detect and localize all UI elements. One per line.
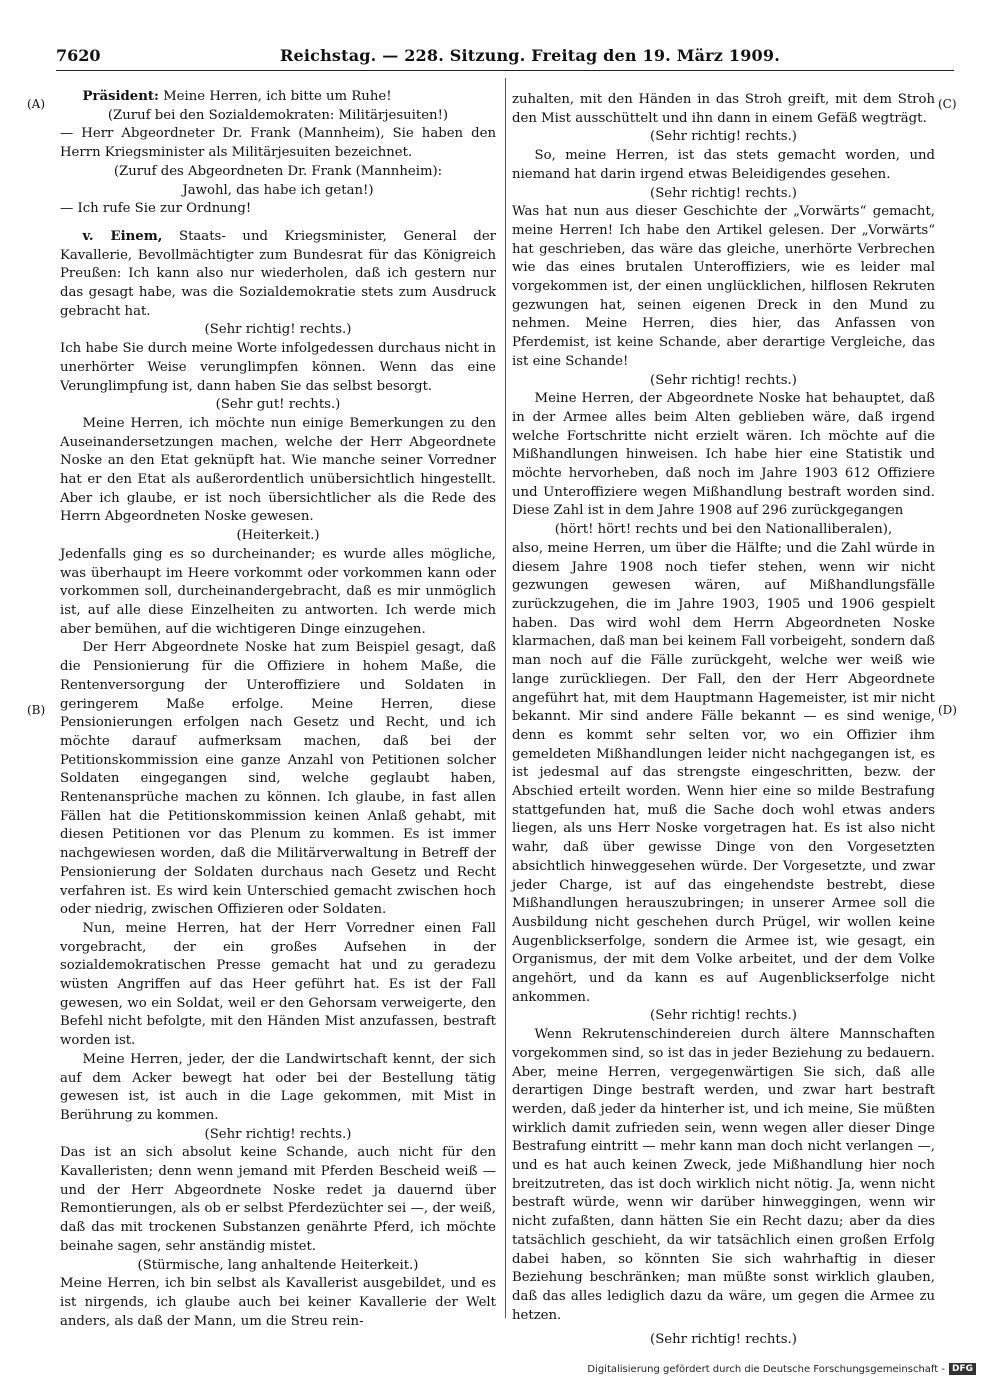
- paragraph: Meine Herren, ich möchte nun einige Bemerkungen zu den Auseinandersetzungen machen, welche der Herr Abgeordnete Noske an den Etat geknüpft hat. Wie manche seiner Vorredner hat er den Etat als außerordentlich unübersichtlich hingestellt. Aber ich glaube, er ist noch übersichtlicher als die Rede des Herrn Abgeordneten Noske gewesen.: [60, 415, 496, 525]
- interjection: (Sehr richtig! rechts.): [204, 322, 352, 338]
- interjection: (Sehr richtig! rechts.): [650, 129, 797, 145]
- digitization-credit: [587, 1363, 976, 1375]
- speech-text: Meine Herren, ich bitte um Ruhe!: [158, 89, 392, 104]
- interjection: (Sehr richtig! rechts.): [204, 1126, 352, 1142]
- interjection: Jawohl, das habe ich getan!): [182, 182, 374, 198]
- running-title: Reichstag. — 228. Sitzung. Freitag den 19. März 1909.: [280, 46, 780, 65]
- paragraph: Der Herr Abgeordnete Noske hat zum Beispiel gesagt, daß die Pensionierung für die Offiziere in hohem Maße, die Rentenversorgung der Unteroffiziere und Soldaten in geringerem Maße erfolge. Meine Herren, diese Pensionierungen erfolgen nach Gesetz und Recht, und ich möchte darauf aufmerksam machen, daß bei der Petitionskommission eine ganze Anzahl von Petitionen solcher Soldaten eingegangen sind, welche geglaubt haben, Rentenansprüche machen zu können. Ich glaube, in fast allen Fällen hat die Petitionskommission keinen Anlaß gehabt, mit diesen Petitionen vor das Plenum zu kommen. Es ist immer nachgewiesen worden, daß die Militärverwaltung in Betreff der Pensionierung der Soldaten durchaus nach Gesetz und Recht verfahren ist. Es wird kein Unterschied gemacht zwischen hoch oder niedrig, zwischen Offizieren oder Soldaten.: [60, 640, 496, 918]
- page-number: 7620: [56, 46, 101, 65]
- margin-mark-b: (B): [27, 703, 46, 717]
- column-divider: [505, 78, 506, 1318]
- header-rule: [56, 70, 954, 71]
- paragraph: Meine Herren, jeder, der die Landwirtschaft kennt, der sich auf dem Acker bewegt hat oder bei der Bestellung tätig gewesen ist, ist auch in die Lage gekommen, mit Mist in Berührung zu kommen.: [60, 1051, 496, 1123]
- speaker-name: Präsident:: [82, 89, 159, 104]
- interjection: (Zuruf des Abgeordneten Dr. Frank (Mannheim):: [113, 163, 443, 179]
- margin-mark-d: (D): [938, 703, 957, 717]
- dfg-logo: DFG: [949, 1363, 976, 1375]
- credit-text: Digitalisierung gefördert durch die Deutsche Forschungsgemeinschaft -: [587, 1364, 945, 1375]
- interjection: (Sehr richtig! rechts.): [650, 372, 797, 388]
- interjection: (Sehr richtig! rechts.): [650, 185, 797, 201]
- paragraph: Ich habe Sie durch meine Worte infolgedessen durchaus nicht in unerhörter Weise verunglimpfen können. Wenn das eine Verunglimpfung ist, dann haben Sie das selbst besorgt.: [60, 341, 496, 394]
- left-column: [60, 88, 496, 1330]
- paragraph: Das ist an sich absolut keine Schande, auch nicht für den Kavalleristen; denn wenn jemand mit Pferden Bescheid weiß — und der Herr Abgeordnete Noske redet ja dauernd über Remontierungen, als ob er selbst Pferdezüchter sei —, der weiß, daß das mit trockenen Substanzen genährte Pferd, ich möchte beinahe sagen, sehr anständig mistet.: [60, 1145, 496, 1254]
- margin-mark-c: (C): [938, 97, 957, 111]
- interjection: (Sehr richtig! rechts.): [650, 1008, 797, 1024]
- paragraph: Meine Herren, ich bin selbst als Kavallerist ausgebildet, und es ist nirgends, ich glaube auch bei keiner Kavallerie der Welt anders, als daß der Mann, um die Streu rein-: [60, 1276, 496, 1329]
- paragraph: — Herr Abgeordneter Dr. Frank (Mannheim), Sie haben den Herrn Kriegsminister als Militärjesuiten bezeichnet.: [60, 126, 496, 161]
- paragraph: [60, 88, 496, 107]
- paragraph: also, meine Herren, um über die Hälfte; und die Zahl würde in diesem Jahre 1908 noch tiefer stehen, wenn wir nicht gezwungen gewesen wären, auf Mißhandlungsfälle zurückzugehen, die im Jahre 1903, 1905 und 1906 gespielt haben. Das wird wohl dem Herrn Abgeordneten Noske klarmachen, daß man bei keinem Fall vorbeigeht, sondern daß man noch auf die Fälle zurückgeht, welche wer weiß wie lange zurückliegen. Der Fall, den der Herr Abgeordnete angeführt hat, mit dem Hauptmann Hagemeister, ist mir nicht bekannt. Mir sind andere Fälle bekannt — es sind wenige, denn es kommt sehr selten vor, wo ein Offizier ihm gemeldeten Mißhandlungen leider nicht nachgegangen ist, es ist jedesmal auf das strengste eingeschritten, bezw. der Abschied erteilt worden. Wenn hier eine so milde Bestrafung stattgefunden hat, muß die Sache doch wohl etwas anders liegen, als uns Herr Noske vorgetragen hat. Es ist also nicht wahr, daß über gewisse Dinge von den Vorgesetzten absichtlich hinweggesehen würde. Der Vorgesetzte, und zwar jeder Charge, ist auf das eingehendste bestrebt, diese Mißhandlungen herauszubringen; in unserer Armee soll die Ausbildung nicht geschehen durch Prügel, wir wollen keine Augenblickserfolge, sondern die Armee ist, wie gesagt, ein Organismus, der mit dem Volke arbeitet, und der dem Volke angehört, und da kann es auf Augenblickserfolge nicht ankommen.: [512, 540, 935, 1005]
- speaker-name: v. Einem,: [82, 228, 163, 244]
- interjection: (Zuruf bei den Sozialdemokraten: Militärjesuiten!): [107, 107, 449, 123]
- paragraph: — Ich rufe Sie zur Ordnung!: [60, 201, 252, 217]
- interjection: (Stürmische, lang anhaltende Heiterkeit.): [137, 1257, 419, 1273]
- page-header: [56, 46, 954, 68]
- speech-text: Staats- und Kriegsminister, General der Kavallerie, Bevollmächtigter zum Bundesrat für das Königreich Preußen: Ich kann also nur wiederholen, daß ich gestern nur das gesagt habe, was die Sozialdemokratie stets zum Ausdruck gebracht hat.: [60, 228, 497, 319]
- interjection: (hört! hört! rechts und bei den Nationalliberalen),: [554, 522, 893, 538]
- interjection: (Sehr gut! rechts.): [215, 397, 341, 413]
- paragraph: [60, 228, 496, 322]
- paragraph: Jedenfalls ging es so durcheinander; es wurde alles mögliche, was überhaupt im Heere vorkommt oder vorkommen kann oder vorkommen soll, durcheinandergebracht, daß es mir unmöglich ist, auf alle diese Einzelheiten zu antworten. Ich werde mich aber bemühen, auf die wichtigeren Dinge einzugehen.: [60, 546, 496, 637]
- paragraph: zuhalten, mit den Händen in das Stroh greift, mit dem Stroh den Mist ausschüttelt und ihn dann in einem Gefäß wegträgt.: [512, 92, 935, 126]
- paragraph: Nun, meine Herren, hat der Herr Vorredner einen Fall vorgebracht, der ein großes Aufsehen in der sozialdemokratischen Presse gemacht hat und zu geradezu wüsten Angriffen auf das Heer geführt hat. Es ist der Fall gewesen, wo ein Soldat, weil er den Gehorsam verweigerte, den Befehl nicht befolgte, mit den Händen Mist anzufassen, bestraft worden ist.: [60, 920, 496, 1049]
- margin-mark-a: (A): [27, 97, 46, 111]
- interjection: (Sehr richtig! rechts.): [650, 1332, 797, 1348]
- paragraph: So, meine Herren, ist das stets gemacht worden, und niemand hat darin irgend etwas Beleidigendes gesehen.: [512, 148, 935, 182]
- right-column: [512, 91, 935, 1348]
- interjection: (Heiterkeit.): [236, 528, 320, 544]
- paragraph: Wenn Rekrutenschindereien durch ältere Mannschaften vorgekommen sind, so ist das in jeder Beziehung zu bedauern. Aber, meine Herren, vergegenwärtigen Sie sich, daß alle derartigen Dinge bestraft werden, und zwar hart bestraft werden, daß jeder da hinterher ist, und ich meine, Sie müßten wirklich damit zufrieden sein, wenn wegen aller dieser Dinge Bestrafung eintritt — mehr kann man doch nicht verlangen —, und es hat auch keinen Zweck, jede Mißhandlung hier noch breitzutreten, das ist doch wirklich nicht nötig. Ja, wenn nicht bestraft würde, wenn wir darüber hinweggingen, wenn wir nicht zufaßten, dann hätten Sie ein Recht dazu; aber da dies tatsächlich geschieht, da wir tatsächlich einen großen Erfolg dabei haben, so könnten Sie sich wahrhaftig in dieser Beziehung beschränken; man müßte sonst wirklich glauben, daß das alles lediglich dazu da wäre, um gegen die Armee zu hetzen.: [512, 1027, 935, 1323]
- paragraph: Meine Herren, der Abgeordnete Noske hat behauptet, daß in der Armee alles beim Alten geblieben wäre, daß irgend welche Fortschritte nicht erzielt wären. Ich möchte auf die Mißhandlungen hinweisen. Ich habe hier eine Statistik und möchte hervorheben, daß noch im Jahre 1903 612 Offiziere und Unteroffiziere wegen Mißhandlung bestraft worden sind. Diese Zahl ist in dem Jahre 1908 auf 296 zurückgegangen: [512, 391, 935, 519]
- paragraph: Was hat nun aus dieser Geschichte der „Vorwärts“ gemacht, meine Herren! Ich habe den Artikel gelesen. Der „Vorwärts“ hat geschrieben, das wäre das gleiche, unerhörte Verbrechen wie das eines brutalen Unteroffiziers, wie es leider mal vorgekommen ist, der einen unglücklichen, hilflosen Rekruten gezwungen hat, seinen eigenen Dreck in den Mund zu nehmen. Meine Herren, dies hier, das Anfassen von Pferdemist, ist keine Schande, aber derartige Vergleiche, das ist eine Schande!: [512, 204, 935, 369]
